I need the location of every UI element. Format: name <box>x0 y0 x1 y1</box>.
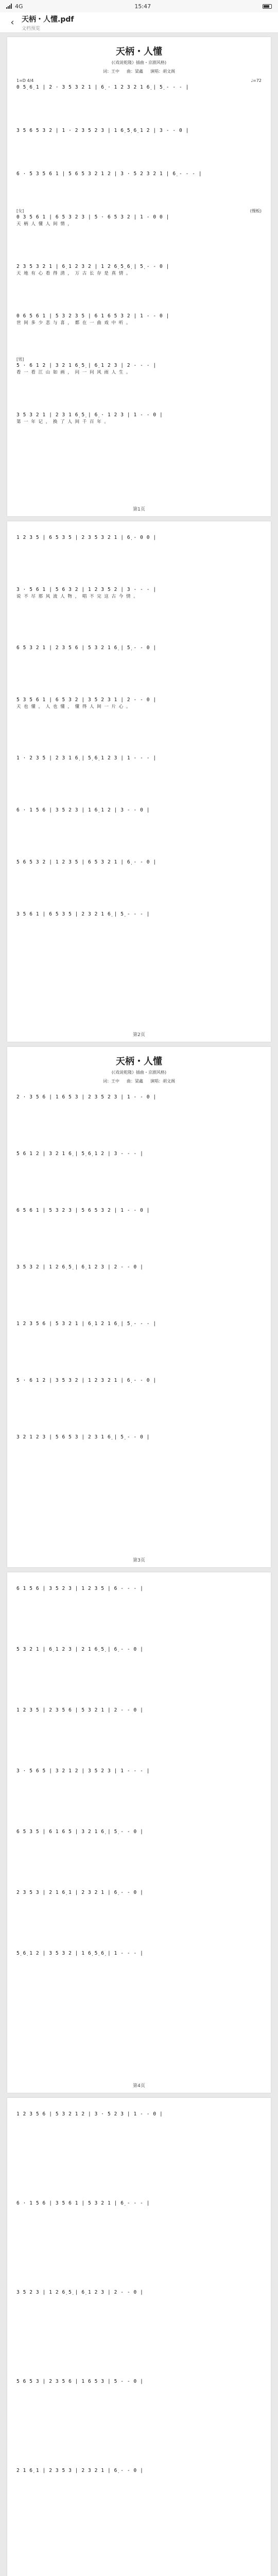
back-button[interactable] <box>5 15 20 30</box>
page-number: 第2页 <box>133 1032 145 1038</box>
score-system <box>16 208 262 227</box>
score-system <box>16 2372 262 2385</box>
score-system <box>16 691 262 710</box>
marking-text: [男] <box>16 357 24 362</box>
system-marking <box>16 529 262 534</box>
system-marking <box>16 1258 262 1264</box>
notation-line: 1 · 2 3 5 | 2 3 1 6̣ | 5̣ 6̣ 1 2 3 | 1 - - - | <box>16 755 157 761</box>
score-system <box>16 2194 262 2207</box>
notation-line: 3 · 5 6 1 | 5 6 3 2 | 1 2 3 5 2 | 3 - - - | <box>16 587 157 592</box>
score-system <box>16 639 262 652</box>
battery-icon <box>263 4 272 9</box>
notation-line: 5 6 1 2 | 3 2 1 6̣ | 5̣ 6̣ 1 2 | 3 - - - | <box>16 1151 144 1157</box>
system-marking <box>16 165 262 171</box>
notation-line: 6 5 3 5 | 6 1 6 5 | 3 2 1 6̣ | 5̣ - - 0 | <box>16 1829 144 1835</box>
system-marking <box>16 78 262 84</box>
notation-line: 3 5 2 3 | 1 2 6̣ 5̣ | 6̣ 1 2 3 | 2 - - 0 | <box>16 2290 144 2295</box>
doc-title: 天柄・人懂.pdf <box>22 15 74 24</box>
system-marking <box>16 1145 262 1150</box>
notation-line: 5 6 5 3 2 | 1 2 3 5 | 6 5 3 2 1 | 6̣ - - 0 | <box>16 859 157 865</box>
system-marking <box>16 853 262 859</box>
score-system <box>16 1088 262 1101</box>
notation-line: 0 5̣ 6̣ 1 | 2 · 3 5 3 2 1 | 6̣ · 1 2 3 2 1 6̣ | 5̣ - - - | <box>16 84 189 90</box>
notation-line: 0 3 5 6 1 | 6 5 3 2 3 | 5 · 6 5 3 2 | 1 - 0 0 | <box>16 214 170 220</box>
page-number: 第1页 <box>133 507 145 512</box>
notation-line: 6 5 6 1 | 5 3 2 3 | 5 6 5 3 2 | 1 - - 0 | <box>16 1208 150 1213</box>
notation-line: 1 2 3 5 6 | 5 3 2 1 2 | 3 · 5 2 3 | 1 - - 0 | <box>16 2111 163 2117</box>
notation-line: 6 · 1 5 6 | 3 5 6 1 | 5 3 2 1 | 6̣ - - - | <box>16 2200 150 2206</box>
lyrics-line: 说 不 尽 那 风 流 人 物 ， 唱 不 完 这 古 今 情 。 <box>16 594 139 599</box>
credit-item: 演唱：胡文阁 <box>150 69 175 74</box>
score-system <box>16 1762 262 1775</box>
score-system <box>16 853 262 866</box>
system-marking <box>16 2105 262 2111</box>
score-system <box>16 2105 262 2118</box>
system-marking <box>16 2372 262 2378</box>
system-marking <box>16 406 262 412</box>
score-system <box>16 2283 262 2296</box>
song-subtitle: (《戏说乾隆》插曲・京剧风格) <box>111 1070 167 1075</box>
score-system <box>16 165 262 178</box>
notation-line: 1 2 3 5 | 2 3 5 6 | 5 3 2 1 | 2 - - 0 | <box>16 1707 144 1713</box>
notation-line: 5̣ 6̣ 1 2 | 3 5 3 2 | 1 6̣ 5̣ 6̣ | 1 - - - | <box>16 1951 144 1956</box>
marking-text: (慢板) <box>250 209 262 213</box>
credit-item: 曲：梁鑫 <box>127 69 143 74</box>
system-marking <box>16 1088 262 1094</box>
score-system <box>16 406 262 425</box>
marking-text: ♩=72 <box>251 78 262 83</box>
notation-line: 6 · 1 5 6 | 3 5 2 3 | 1 6̣ 1 2 | 3 - - 0 | <box>16 807 150 813</box>
lyrics-line: 看 一 看 江 山 如 画 ， 问 一 问 风 雨 人 生 。 <box>16 370 132 375</box>
score-system <box>16 749 262 762</box>
score-system <box>16 1580 262 1592</box>
credit-item: 演唱：胡文阁 <box>150 1079 175 1083</box>
notation-line: 6 5 3 2 1 | 2 3 5 6 | 5 3 2 1 6̣ | 5̣ - - 0 | <box>16 645 157 651</box>
system-marking <box>16 1371 262 1377</box>
notation-line: 5 · 6 1 2 | 3 2 1 6̣ 5̣ | 6̣ 1 2 3 | 2 - - - | <box>16 363 157 368</box>
notation-line: 6 · 5 3 5 6 1 | 5 6 5 3 2 1 2 | 3 · 5 2 3 2 1 | 6̣ - - - | <box>16 171 202 177</box>
pdf-page <box>7 1572 271 2093</box>
score-system <box>16 1884 262 1896</box>
lyrics-line: 天 也 懂 ， 人 也 懂 ， 懂 得 人 间 一 片 心 。 <box>16 704 132 709</box>
network-label: 4G <box>15 3 23 10</box>
pdf-page <box>7 2098 271 2576</box>
notation-line: 2 1 6̣ 1 | 2 3 5 3 | 2 3 2 1 | 6̣ - - 0 | <box>16 2468 144 2473</box>
credit-item: 词：王中 <box>103 69 119 74</box>
document-viewer[interactable] <box>0 33 278 2576</box>
status-time: 15:47 <box>134 3 151 10</box>
system-marking <box>16 208 262 214</box>
notation-line: 5 6 5 3 | 2 3 5 6 | 1 6 5 3 | 5 - - 0 | <box>16 2379 144 2384</box>
system-marking <box>16 357 262 362</box>
score-system <box>16 258 262 277</box>
system-marking <box>16 122 262 127</box>
score-system <box>16 1258 262 1271</box>
notation-line: 5 · 6 1 2 | 3 5 3 2 | 1 2 3 2 1 | 6̣ - - 0 | <box>16 1378 157 1383</box>
score-system <box>16 1315 262 1328</box>
system-marking <box>16 749 262 755</box>
score-system <box>16 357 262 376</box>
notation-line: 3 5 3 2 1 | 2 3 1 6̣ 5̣ | 6̣ · 1 2 3 | 1 - - 0 | <box>16 412 163 418</box>
credit-item: 曲：梁鑫 <box>127 1079 143 1083</box>
score-system <box>16 1201 262 1214</box>
page-number: 第3页 <box>133 1558 145 1563</box>
system-marking <box>16 1428 262 1434</box>
app-bar <box>0 12 278 33</box>
system-marking <box>16 1701 262 1707</box>
pdf-page <box>7 1047 271 1567</box>
notation-line: 2 3 5 3 2 1 | 6̣ 1 2 3 2 | 1 2 6̣ 5̣ 6̣ | 5̣ - - 0 | <box>16 264 170 269</box>
score-system <box>16 122 262 134</box>
system-marking <box>16 1640 262 1646</box>
system-marking <box>16 2462 262 2467</box>
system-marking <box>16 1201 262 1207</box>
notation-line: 6 1 5 6 | 3 5 2 3 | 1 2 3 5 | 6 - - - | <box>16 1586 144 1591</box>
system-marking <box>16 1884 262 1889</box>
notation-line: 5 3 5 6 1 | 6 5 3 2 | 3 5 2 3 1 | 2 - - 0 | <box>16 697 157 703</box>
notation-line: 5 3 2 1 | 6̣ 1 2 3 | 2 1 6̣ 5̣ | 6̣ - - 0 | <box>16 1647 144 1652</box>
pdf-page <box>7 521 271 1042</box>
song-credits <box>16 1078 262 1084</box>
system-marking <box>16 581 262 586</box>
notation-line: 1 2 3 5 6 | 5 3 2 1 | 6̣ 1 2 1 6̣ | 5̣ - - - | <box>16 1321 157 1327</box>
score-system <box>16 1371 262 1384</box>
notation-line: 0 6 5 6 1 | 5 3 2 3 5 | 6 1 6 5 3 2 | 1 - - 0 | <box>16 313 170 319</box>
notation-line: 3 5 6 5 3 2 | 1 · 2 3 5 2 3 | 1 6̣ 5̣ 6̣ 1 2 | 3 - - 0 | <box>16 128 189 133</box>
status-bar <box>0 0 278 12</box>
score-system <box>16 78 262 91</box>
song-subtitle: (《戏说乾隆》插曲・京剧风格) <box>111 60 167 65</box>
lyrics-line: 世 间 多 少 悲 与 喜 ， 都 在 一 曲 戏 中 听 。 <box>16 320 132 326</box>
marking-text: 1=D 4/4 <box>16 78 34 83</box>
score-system <box>16 529 262 541</box>
pdf-page <box>7 37 271 516</box>
system-marking <box>16 691 262 697</box>
notation-line: 3 2 1 2 3 | 5 6 5 3 | 2 3 1 6̣ | 5̣ - - 0 | <box>16 1434 150 1440</box>
lyrics-line: 天 地 有 心 看 得 清 ， 万 古 长 存 是 真 情 。 <box>16 271 132 276</box>
system-marking <box>16 905 262 911</box>
notation-line: 3 · 5 6 5 | 3 2 1 2 | 3 5 2 3 | 1 - - - | <box>16 1768 150 1774</box>
song-title: 天柄・人懂 <box>116 1056 162 1067</box>
system-marking <box>16 801 262 807</box>
score-system <box>16 581 262 600</box>
chevron-left-icon: ‹ <box>10 17 14 28</box>
score-system <box>16 1823 262 1836</box>
signal-icon <box>6 4 12 9</box>
song-title: 天柄・人懂 <box>116 46 162 57</box>
lyrics-line: 第 一 年 记 ， 换 了 人 间 千 百 年 。 <box>16 419 110 425</box>
score-system <box>16 1944 262 1957</box>
system-marking <box>16 1315 262 1320</box>
system-marking <box>16 1580 262 1585</box>
score-system <box>16 1428 262 1441</box>
system-marking <box>16 2283 262 2289</box>
score-system <box>16 2462 262 2475</box>
score-system <box>16 801 262 814</box>
notation-line: 3 5 6 1 | 6 5 3 5 | 2 3 2 1 6̣ | 5̣ - - - | <box>16 911 150 917</box>
score-system <box>16 905 262 918</box>
notation-line: 1 2 3 5 | 6 5 3 5 | 2 3 5 3 2 1 | 6̣ - 0 0 | <box>16 535 157 540</box>
system-marking <box>16 258 262 263</box>
score-system <box>16 1145 262 1158</box>
lyrics-line: 天 柄 人 懂 人 间 情 ， <box>16 222 73 227</box>
notation-line: 2 · 3 5 6 | 1 6 5 3 | 2 3 5 2 3 | 1 - - 0 | <box>16 1094 157 1100</box>
song-credits <box>16 69 262 74</box>
system-marking <box>16 1944 262 1950</box>
system-marking <box>16 1762 262 1768</box>
notation-line: 2 3 5 3 | 2 1 6̣ 1 | 2 3 2 1 | 6̣ - - 0 | <box>16 1890 144 1895</box>
doc-subtitle: 文档预览 <box>22 26 41 31</box>
marking-text: [女] <box>16 209 24 213</box>
system-marking <box>16 307 262 313</box>
system-marking <box>16 639 262 645</box>
page-number: 第4页 <box>133 2083 145 2089</box>
score-system <box>16 1640 262 1653</box>
score-system <box>16 307 262 326</box>
system-marking <box>16 2194 262 2200</box>
credit-item: 词：王中 <box>103 1079 119 1083</box>
score-system <box>16 1701 262 1714</box>
notation-line: 3 5 3 2 | 1 2 6̣ 5̣ | 6̣ 1 2 3 | 2 - - 0 | <box>16 1264 144 1270</box>
system-marking <box>16 1823 262 1828</box>
